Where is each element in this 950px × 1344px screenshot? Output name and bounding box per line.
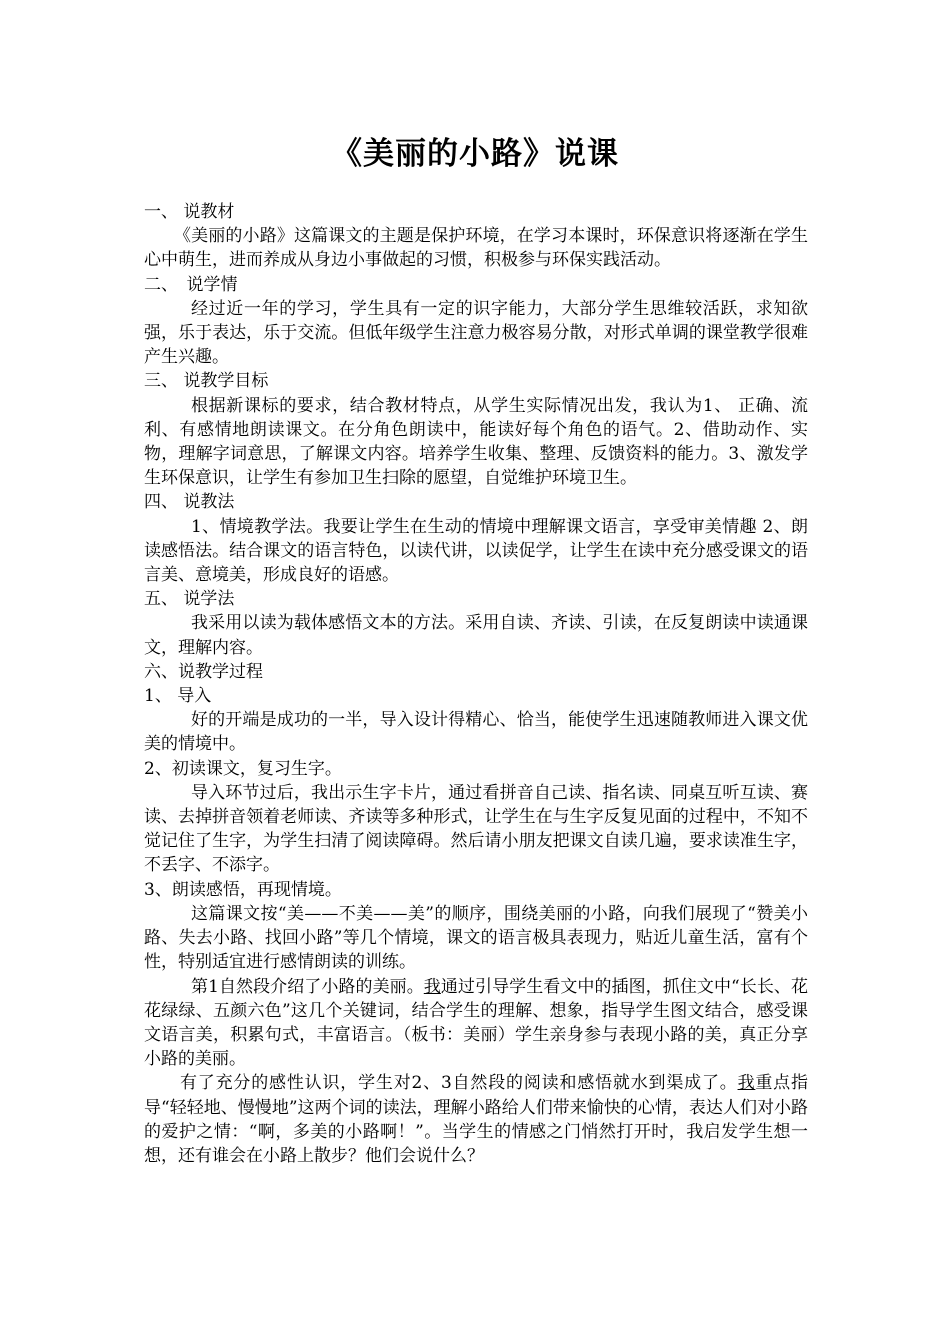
section-heading: 二、 说学情 (144, 274, 238, 295)
paragraph: 导入环节过后，我出示生字卡片，通过看拼音自己读、指名读、同桌互听互读、赛读、去掉拼音领着老师读、齐读等多种形式，让学生在与生字反复见面的过程中，不知不觉记住了生字，为学生扫清了阅读障碍。然后请小朋友把课文自读几遍，要求读准生字，不丢字、不添字。 (144, 782, 808, 876)
paragraph: 《美丽的小路》这篇课文的主题是保护环境，在学习本课时，环保意识将逐渐在学生心中萌生，进而养成从身边小事做起的习惯，积极参与环保实践活动。 (144, 226, 808, 271)
paragraph: 好的开端是成功的一半，导入设计得精心、恰当，能使学生迅速随教师进入课文优美的情境中。 (144, 710, 808, 755)
step-heading: 3、朗读感悟，再现情境。 (144, 879, 342, 900)
text-run: 通过引导学生看文中的插图，抓住文中“长长、花花绿绿、五颜六色”这几个关键词，结合学生的理解、想象，指导学生图文结合，感受课文语言美，积累句式，丰富语言。（板书：美丽）学生亲身参与表现小路的美，真正分享小路的美丽。 (144, 976, 808, 1070)
paragraph: 我采用以读为载体感悟文本的方法。采用自读、齐读、引读，在反复朗读中读通课文，理解内容。 (144, 613, 808, 658)
step-heading: 1、 导入 (144, 686, 212, 707)
section-heading: 四、 说教法 (144, 492, 235, 513)
text-run: 有了充分的感性认识，学生对2、3自然段的阅读和感悟就水到渠成了。 (180, 1073, 738, 1094)
text-run: 重点指导“轻轻地、慢慢地”这两个词的读法，理解小路给人们带来愉快的心情，表达人们对小路的爱护之情：“啊，多美的小路啊！”。当学生的情感之门悄然打开时，我启发学生想一想，还有谁会在小路上散步？他们会说什么？ (144, 1073, 808, 1166)
paragraph: 根据新课标的要求，结合教材特点，从学生实际情况出发，我认为1、 正确、流利、有感情地朗读课文。在分角色朗读中，能读好每个角色的语气。2、借助动作、实物，理解字词意思，了解课文内容。培养学生收集、整理、反馈资料的能力。3、激发学生环保意识，让学生有参加卫生扫除的愿望，自觉维护环境卫生。 (144, 395, 808, 489)
text-run: 第1自然段介绍了小路的美丽。 (191, 976, 424, 997)
paragraph: 这篇课文按“美——不美——美”的顺序，围绕美丽的小路，向我们展现了“赞美小路、失去小路、找回小路”等几个情境，课文的语言极具表现力，贴近儿童生活，富有个性，特别适宜进行感情朗读的训练。 (144, 903, 808, 973)
section-heading: 三、 说教学目标 (144, 371, 269, 392)
step-heading: 2、初读课文，复习生字。 (144, 758, 342, 779)
page-title: 《美丽的小路》说课 (331, 136, 619, 172)
underlined-text: 我 (423, 976, 441, 997)
underlined-text: 我 (737, 1073, 756, 1094)
paragraph: 经过近一年的学习，学生具有一定的识字能力，大部分学生思维较活跃，求知欲强，乐于表达，乐于交流。但低年级学生注意力极容易分散，对形式单调的课堂教学很难产生兴趣。 (144, 298, 808, 368)
section-heading: 一、 说教材 (144, 202, 235, 222)
paragraph (144, 975, 808, 1072)
paragraph: 1、情境教学法。我要让学生在生动的情境中理解课文语言，享受审美情趣 2、朗读感悟法。结合课文的语言特色，以读代讲，以读促学，让学生在读中充分感受课文的语言美、意境美，形成良好的语感。 (144, 516, 808, 586)
paragraph (144, 1071, 808, 1168)
document-body (144, 200, 808, 1168)
section-heading: 五、 说学法 (144, 589, 235, 610)
section-heading: 六、说教学过程 (144, 661, 263, 682)
